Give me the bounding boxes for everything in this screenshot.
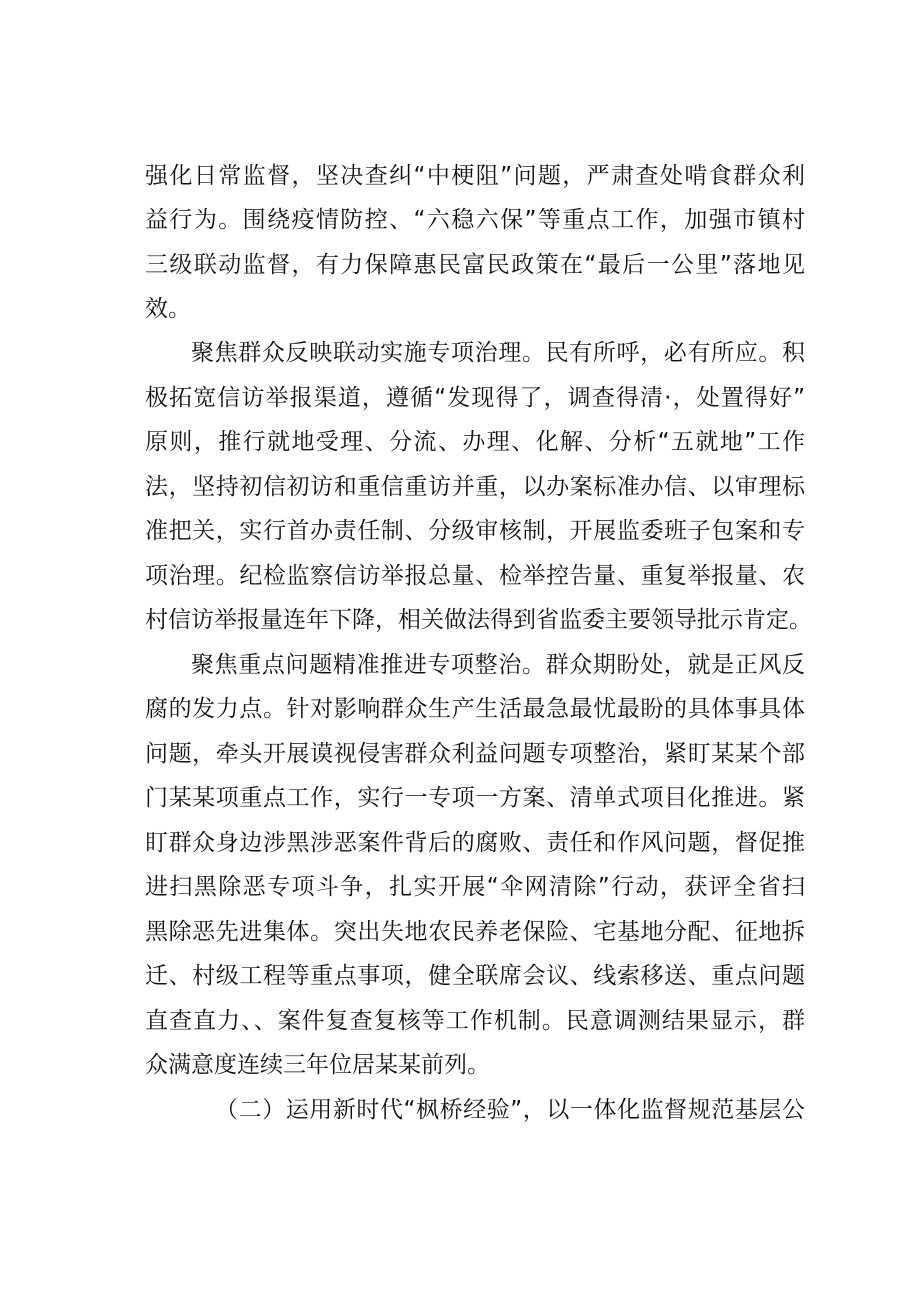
paragraph-3-line-4: 门某某项重点工作，实行一专项一方案、清单式项目化推进。紧 xyxy=(145,785,805,811)
paragraph-3-line-5: 盯群众身边涉黑涉恶案件背后的腐败、责任和作风问题，督促推 xyxy=(145,830,805,856)
paragraph-2-line-6: 项治理。纪检监察信访举报总量、检举控告量、重复举报量、农 xyxy=(145,563,805,589)
section-heading-2: （二）运用新时代“枫桥经验”，以一体化监督规范基层公 xyxy=(215,1097,805,1123)
paragraph-1-line-3: 三级联动监督，有力保障惠民富民政策在“最后一公里”落地见 xyxy=(145,252,805,278)
paragraph-2-line-3: 原则，推行就地受理、分流、办理、化解、分析“五就地”工作 xyxy=(145,429,805,455)
paragraph-3-line-9: 直查直力、、案件复查复核等工作机制。民意调测结果显示，群 xyxy=(145,1008,805,1034)
paragraph-3-line-6: 进扫黑除恶专项斗争，扎实开展“伞网清除”行动，获评全省扫 xyxy=(145,874,805,900)
paragraph-2-line-5: 准把关，实行首办责任制、分级审核制，开展监委班子包案和专 xyxy=(145,518,805,544)
paragraph-3-line-10: 众满意度连续三年位居某某前列。 xyxy=(145,1052,490,1078)
paragraph-3-line-7: 黑除恶先进集体。突出失地农民养老保险、宅基地分配、征地拆 xyxy=(145,919,805,945)
paragraph-1-line-2: 益行为。围绕疫情防控、“六稳六保”等重点工作，加强市镇村 xyxy=(145,207,805,233)
paragraph-2-line-2: 极拓宽信访举报渠道，遵循“发现得了，调查得清·，处置得好” xyxy=(145,385,805,411)
paragraph-3-line-1: 聚焦重点问题精准推进专项整治。群众期盼处，就是正风反 xyxy=(191,652,805,678)
paragraph-2-line-4: 法，坚持初信初访和重信重访并重，以办案标准办信、以审理标 xyxy=(145,474,805,500)
paragraph-2-line-7: 村信访举报量连年下降，相关做法得到省监委主要领导批示肯定。 xyxy=(145,607,812,633)
paragraph-2-line-1: 聚焦群众反映联动实施专项治理。民有所呼，必有所应。积 xyxy=(191,340,805,366)
paragraph-1-line-1: 强化日常监督，坚决查纠“中梗阻”问题，严肃查处啃食群众利 xyxy=(145,163,805,189)
paragraph-3-line-2: 腐的发力点。针对影响群众生产生活最急最忧最盼的具体事具体 xyxy=(145,696,805,722)
paragraph-3-line-8: 迁、村级工程等重点事项，健全联席会议、线索移送、重点问题 xyxy=(145,963,805,989)
paragraph-3-line-3: 问题，牵头开展谟视侵害群众利益问题专项整治，紧盯某某个部 xyxy=(145,741,805,767)
paragraph-1-line-4: 效。 xyxy=(145,296,191,322)
